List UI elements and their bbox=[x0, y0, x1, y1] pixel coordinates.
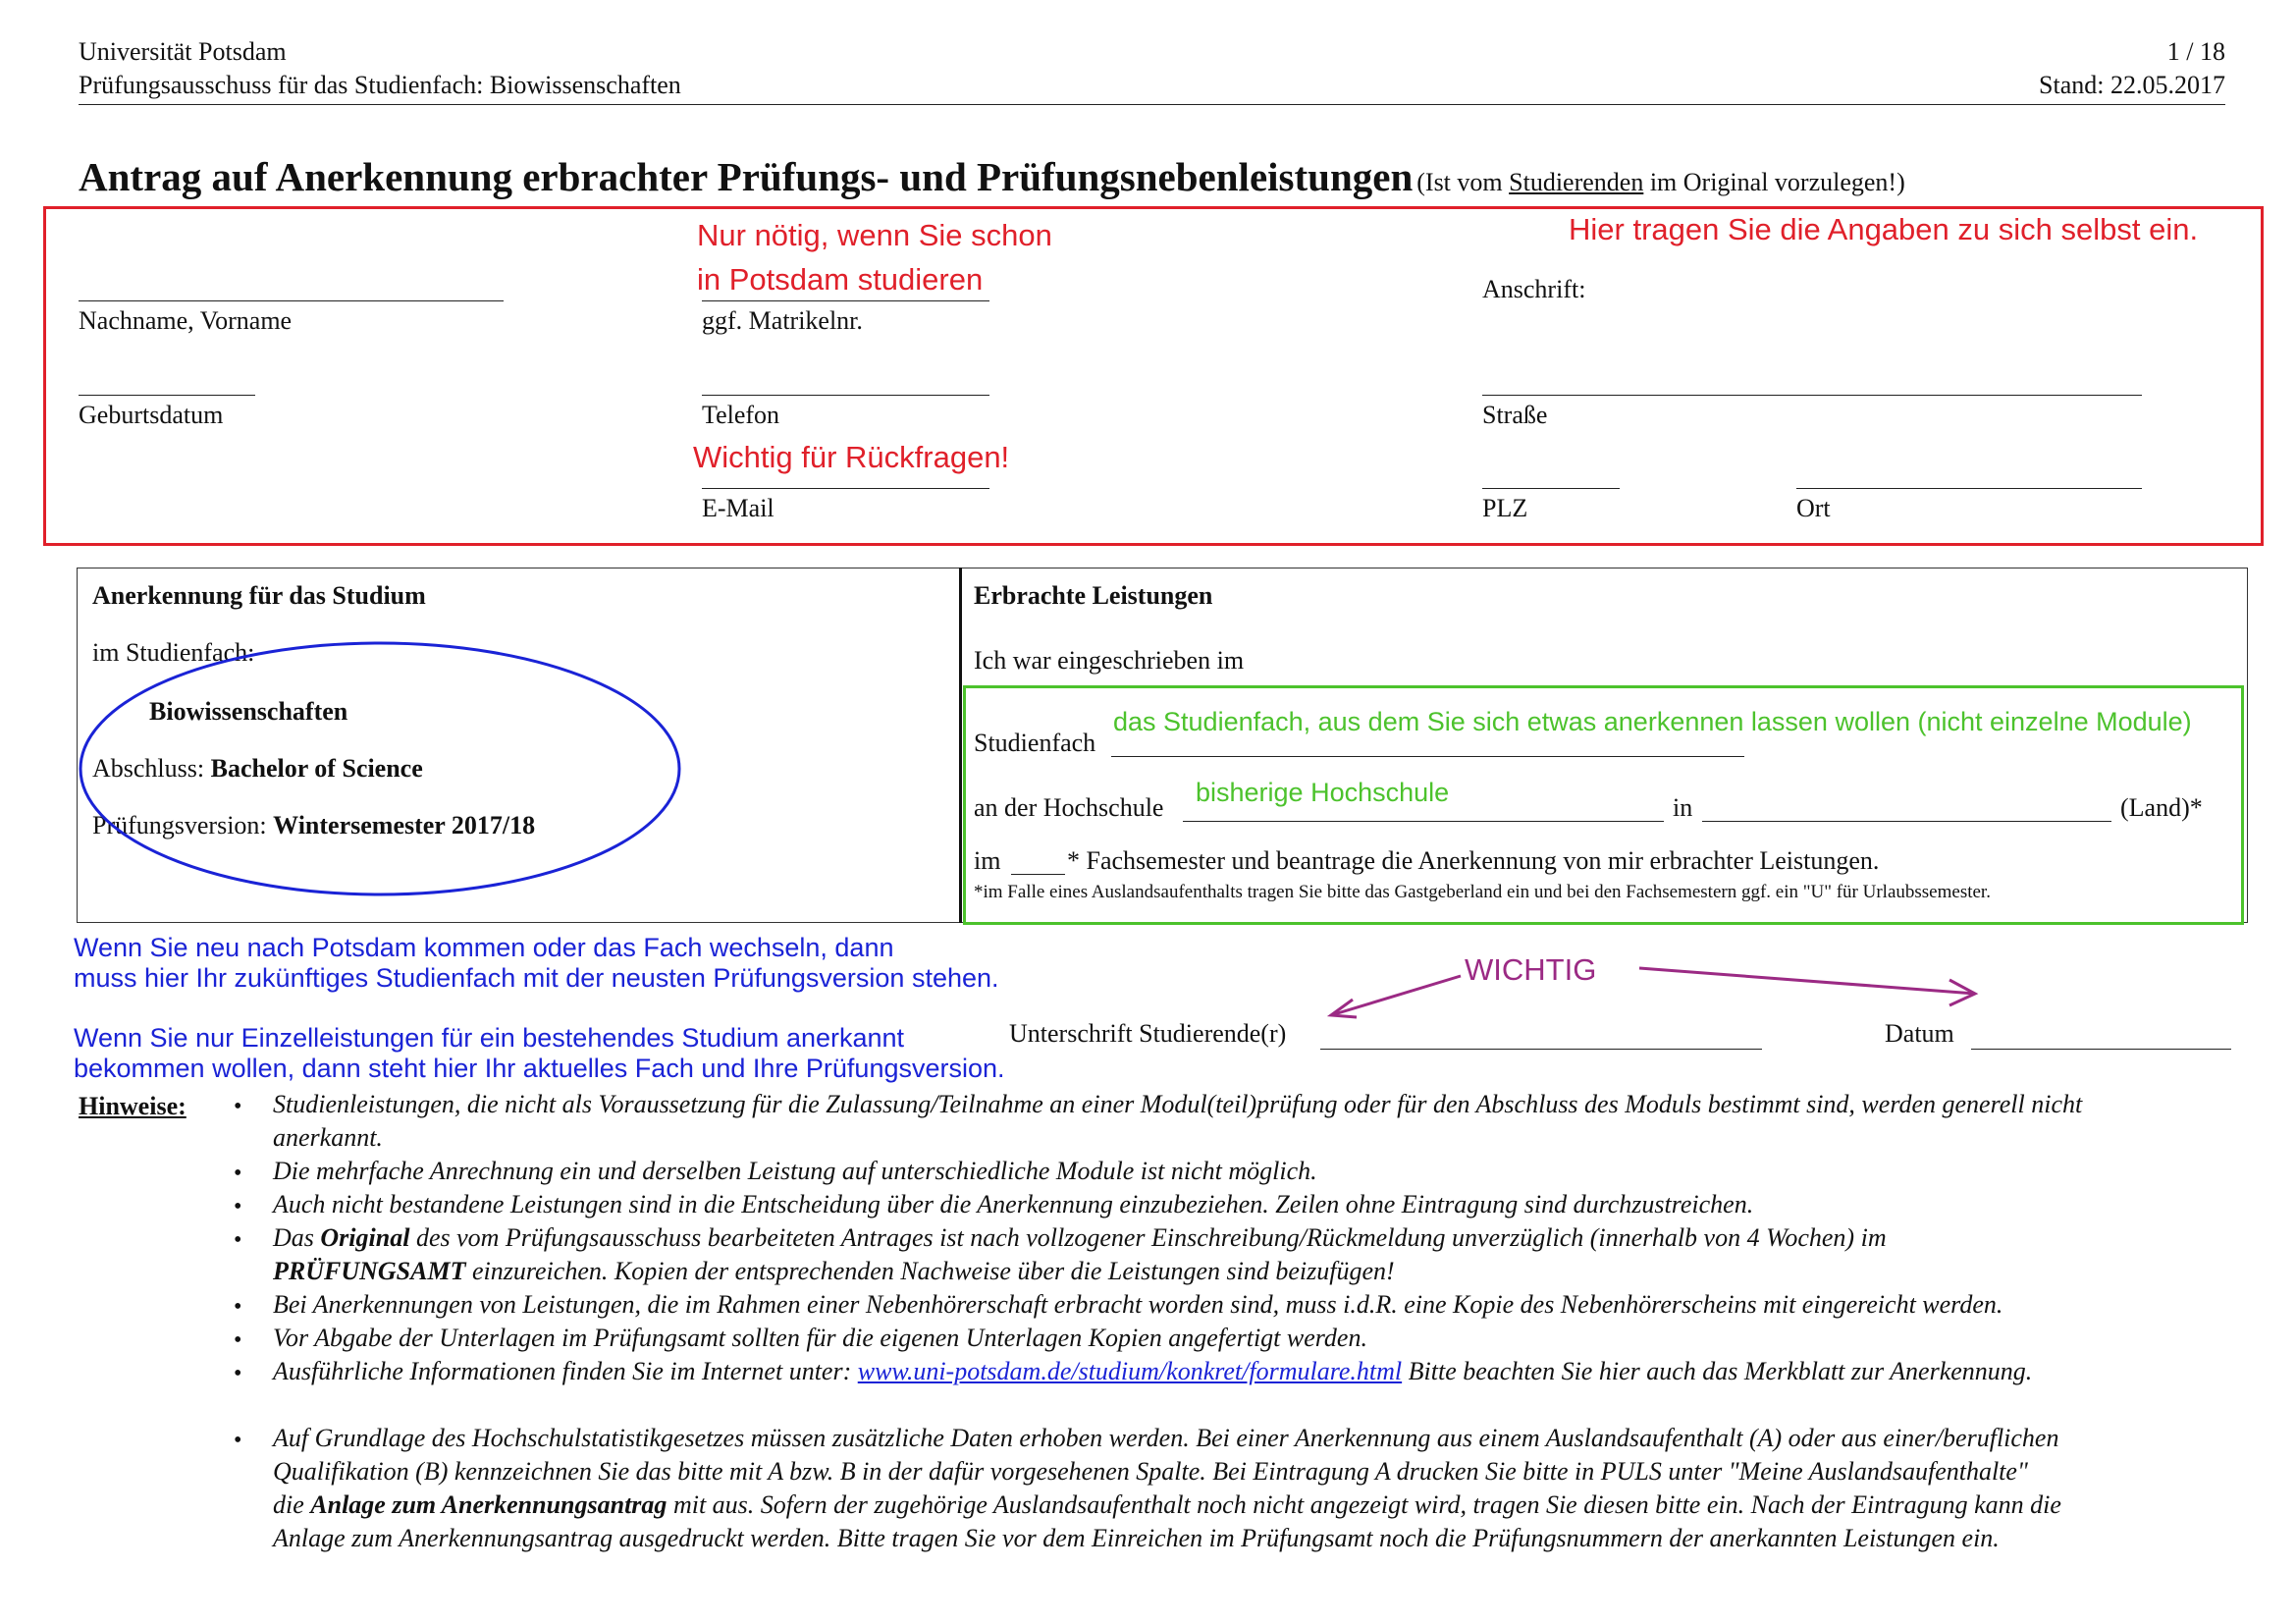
important-annotation: WICHTIG bbox=[1465, 952, 1597, 987]
date-label: Datum bbox=[1885, 1019, 1954, 1048]
note-4a-bold: Original bbox=[320, 1223, 410, 1252]
university-name: Universität Potsdam bbox=[79, 37, 287, 66]
table-divider bbox=[959, 568, 962, 923]
bullet-5: • bbox=[234, 1294, 242, 1320]
note-8d: Anlage zum Anerkennungsantrag ausgedruckt werden. Bitte tragen Sie vor dem Einreichen im Prüfungsamt noch die Prüfungsnummern der anerkannten Leistungen ein. bbox=[273, 1524, 2000, 1552]
address-label: Anschrift: bbox=[1482, 275, 1586, 303]
title-main: Antrag auf Anerkennung erbrachter Prüfungs- und Prüfungsnebenleistungen bbox=[79, 154, 1414, 199]
phone-field[interactable] bbox=[702, 395, 989, 396]
note-8c-pre: die bbox=[273, 1490, 311, 1519]
version-label: Prüfungsversion: bbox=[92, 811, 274, 839]
degree-label: Abschluss: bbox=[92, 754, 211, 783]
title-sub-underlined: Studierenden bbox=[1509, 168, 1644, 196]
bullet-6: • bbox=[234, 1327, 242, 1353]
header-divider bbox=[79, 104, 2225, 105]
note-1a: Studienleistungen, die nicht als Voraussetzung für die Zulassung/Teilnahme an einer Modul(teil)prüfung oder für den Abschluss des Moduls bestimmt sind, werden generell nicht bbox=[273, 1090, 2083, 1118]
note-4a bbox=[273, 1221, 1887, 1255]
prev-subject-hint: das Studienfach, aus dem Sie sich etwas anerkennen lassen wollen (nicht einzelne Module) bbox=[1113, 707, 2192, 736]
title-sub-pre: (Ist vom bbox=[1416, 168, 1510, 196]
city-field[interactable] bbox=[1796, 488, 2142, 489]
prev-university-field[interactable] bbox=[1183, 821, 1664, 822]
prev-university-label: an der Hochschule bbox=[974, 793, 1164, 822]
bullet-4: • bbox=[234, 1227, 242, 1253]
enrolled-text: Ich war eingeschrieben im bbox=[974, 646, 1245, 675]
country-label: (Land)* bbox=[2120, 793, 2203, 822]
note-8b: Qualifikation (B) kennzeichnen Sie das bitte mit A bzw. B in der dafür vorgesehenen Spalte. Bei Eintragung A drucken Sie bitte in PULS unter "Meine Auslandsaufenthalte" bbox=[273, 1457, 2028, 1486]
recognition-subject-label: im Studienfach: bbox=[92, 638, 255, 667]
forms-link[interactable]: www.uni-potsdam.de/studium/konkret/formulare.html bbox=[857, 1357, 1403, 1385]
bullet-7: • bbox=[234, 1361, 242, 1386]
email-field[interactable] bbox=[702, 488, 989, 489]
title-sub-post: im Original vorzulegen!) bbox=[1643, 168, 1905, 196]
annotation-contact: Wichtig für Rückfragen! bbox=[693, 440, 1010, 474]
committee-name: Prüfungsausschuss für das Studienfach: Biowissenschaften bbox=[79, 71, 681, 99]
bullet-1: • bbox=[234, 1094, 242, 1119]
annotation-self: Hier tragen Sie die Angaben zu sich selbst ein. bbox=[1569, 212, 2199, 246]
note-6: Vor Abgabe der Unterlagen im Prüfungsamt sollten für die eigenen Unterlagen Kopien angefertigt werden. bbox=[273, 1324, 1367, 1352]
street-label: Straße bbox=[1482, 401, 1548, 429]
blue-note-line-2: muss hier Ihr zukünftiges Studienfach mit der neusten Prüfungsversion stehen. bbox=[74, 963, 999, 993]
semester-pre: im bbox=[974, 846, 1001, 875]
semester-field[interactable] bbox=[1011, 874, 1065, 875]
note-8c-post: mit aus. Sofern der zugehörige Auslandsaufenthalt noch nicht angezeigt wird, tragen Sie diesen bitte ein. Nach der Eintragung kann die bbox=[667, 1490, 2061, 1519]
blue-note-line-3: Wenn Sie nur Einzelleistungen für ein bestehendes Studium anerkannt bbox=[74, 1023, 905, 1053]
annotation-matrikel-1: Nur nötig, wenn Sie schon bbox=[697, 218, 1052, 252]
document-date: Stand: 22.05.2017 bbox=[2039, 71, 2225, 99]
achievements-heading: Erbrachte Leistungen bbox=[974, 581, 1213, 610]
signature-label: Unterschrift Studierende(r) bbox=[1009, 1019, 1287, 1048]
signature-field[interactable] bbox=[1320, 1049, 1762, 1050]
note-4b-bold: PRÜFUNGSAMT bbox=[273, 1257, 466, 1285]
country-field[interactable] bbox=[1702, 821, 2111, 822]
note-4b-post: einzureichen. Kopien der entsprechenden Nachweise über die Leistungen sind beizufügen! bbox=[465, 1257, 1395, 1285]
plz-label: PLZ bbox=[1482, 494, 1528, 522]
recognition-heading: Anerkennung für das Studium bbox=[92, 581, 426, 610]
bullet-2: • bbox=[234, 1161, 242, 1186]
note-2: Die mehrfache Anrechnung ein und derselben Leistung auf unterschiedliche Module ist nicht möglich. bbox=[273, 1157, 1317, 1185]
bullet-3: • bbox=[234, 1194, 242, 1219]
prev-university-hint: bisherige Hochschule bbox=[1196, 778, 1450, 807]
note-4b bbox=[273, 1255, 1395, 1288]
semester-text: * Fachsemester und beantrage die Anerkennung von mir erbrachter Leistungen. bbox=[1067, 846, 1880, 875]
note-7-post: Bitte beachten Sie hier auch das Merkblatt zur Anerkennung. bbox=[1402, 1357, 2033, 1385]
plz-field[interactable] bbox=[1482, 488, 1620, 489]
matrikel-label: ggf. Matrikelnr. bbox=[702, 306, 863, 335]
matrikel-field[interactable] bbox=[702, 300, 989, 301]
email-label: E-Mail bbox=[702, 494, 774, 522]
date-field[interactable] bbox=[1971, 1049, 2231, 1050]
footnote: *im Falle eines Auslandsaufenthalts tragen Sie bitte das Gastgeberland ein und bei den Fachsemestern ggf. ein "U" für Urlaubssemester. bbox=[974, 882, 1991, 902]
annotation-matrikel-2: in Potsdam studieren bbox=[697, 262, 984, 297]
note-7 bbox=[273, 1355, 2032, 1388]
prev-subject-label: Studienfach bbox=[974, 729, 1096, 757]
subject-circle-annotation bbox=[77, 638, 685, 899]
birthdate-field[interactable] bbox=[79, 395, 255, 396]
city-label: Ort bbox=[1796, 494, 1831, 522]
version-value: Wintersemester 2017/18 bbox=[273, 811, 536, 839]
page-title bbox=[79, 153, 1905, 200]
personal-data-annotation-box bbox=[43, 206, 2264, 546]
bullet-8: • bbox=[234, 1428, 242, 1453]
note-7-pre: Ausführliche Informationen finden Sie im Internet unter: bbox=[273, 1357, 858, 1385]
phone-label: Telefon bbox=[702, 401, 780, 429]
note-5: Bei Anerkennungen von Leistungen, die im Rahmen einer Nebenhörerschaft erbracht worden sind, muss i.d.R. eine Kopie des Nebenhörerscheins mit eingereicht werden. bbox=[273, 1290, 2003, 1319]
birthdate-label: Geburtsdatum bbox=[79, 401, 224, 429]
note-4a-post: des vom Prüfungsausschuss bearbeiteten Antrages ist nach vollzogener Einschreibung/Rückmeldung unverzüglich (innerhalb von 4 Wochen) im bbox=[409, 1223, 1887, 1252]
degree-value: Bachelor of Science bbox=[210, 754, 423, 783]
note-8a: Auf Grundlage des Hochschulstatistikgesetzes müssen zusätzliche Daten erhoben werden. Bei einer Anerkennung aus einem Auslandsaufenthalt (A) oder aus einer/beruflichen bbox=[273, 1424, 2059, 1452]
note-8c bbox=[273, 1489, 2061, 1522]
notes-label: Hinweise: bbox=[79, 1092, 187, 1120]
prev-subject-field[interactable] bbox=[1111, 756, 1744, 757]
name-label: Nachname, Vorname bbox=[79, 306, 293, 335]
note-3: Auch nicht bestandene Leistungen sind in die Entscheidung über die Anerkennung einzubeziehen. Zeilen ohne Eintragung sind durchzustreichen. bbox=[273, 1190, 1754, 1218]
note-8c-bold: Anlage zum Anerkennungsantrag bbox=[310, 1490, 667, 1519]
page-number: 1 / 18 bbox=[2166, 37, 2225, 66]
note-1b: anerkannt. bbox=[273, 1123, 383, 1152]
blue-note-line-1: Wenn Sie neu nach Potsdam kommen oder das Fach wechseln, dann bbox=[74, 933, 894, 962]
important-arrows bbox=[1315, 943, 2002, 1021]
note-4a-pre: Das bbox=[273, 1223, 321, 1252]
street-field[interactable] bbox=[1482, 395, 2142, 396]
name-field[interactable] bbox=[79, 300, 504, 301]
country-in-label: in bbox=[1673, 793, 1693, 822]
recognition-subject: Biowissenschaften bbox=[149, 697, 348, 726]
blue-note-line-4: bekommen wollen, dann steht hier Ihr aktuelles Fach und Ihre Prüfungsversion. bbox=[74, 1054, 1005, 1083]
